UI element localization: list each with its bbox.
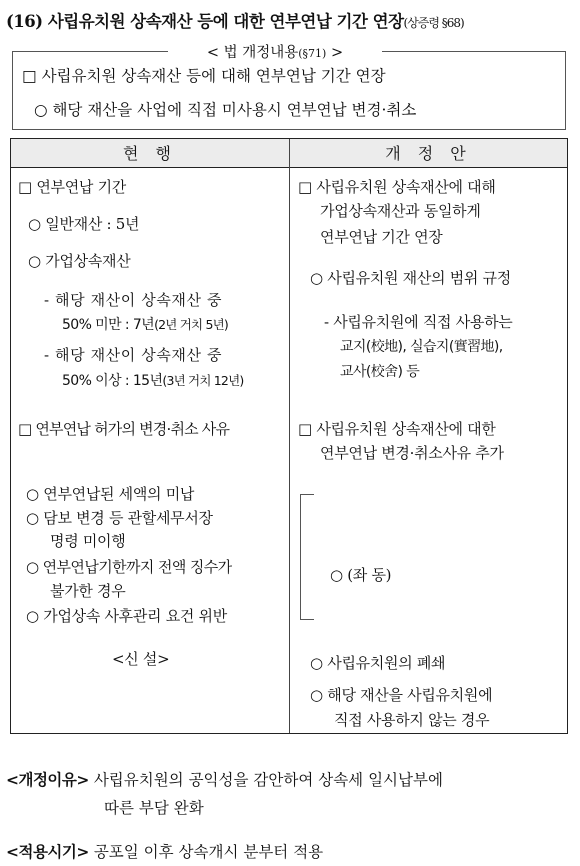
summary-heading: < 법 개정내용(§71) > — [206, 45, 344, 61]
current-reason-1: ○ 연부연납된 세액의 미납 — [26, 485, 195, 503]
revised-s2-line2: 연부연납 변경·취소사유 추가 — [320, 444, 504, 462]
current-s2-title: □ 연부연납 허가의 변경·취소 사유 — [18, 420, 230, 438]
revised-add-closure: ○ 사립유치원의 폐쇄 — [310, 654, 446, 672]
summary-row-2: ○ 해당 재산을 사업에 직접 미사용시 연부연납 변경·취소 — [34, 101, 417, 119]
current-case1-line1: - 해당 재산이 상속재산 중 — [44, 291, 223, 309]
bracket-mark — [300, 494, 314, 620]
current-family-asset: ○ 가업상속재산 — [28, 252, 131, 270]
current-general-asset: ○ 일반재산 : 5년 — [28, 215, 140, 233]
revised-s1-line2: 가업상속재산과 동일하게 — [320, 202, 481, 220]
header-current: 현 행 — [123, 144, 177, 163]
revised-scope-line1: - 사립유치원에 직접 사용하는 — [324, 313, 513, 331]
revised-add-unused-line2: 직접 사용하지 않는 경우 — [334, 711, 490, 729]
revised-scope-line2: 교지(校地), 실습지(實習地), — [340, 339, 503, 355]
revised-s1-line1: □ 사립유치원 상속재산에 대해 — [298, 178, 496, 196]
current-new-mark: <신 설> — [112, 650, 170, 668]
revised-s1-line3: 연부연납 기간 연장 — [320, 228, 443, 246]
reason-line1: <개정이유> 사립유치원의 공익성을 감안하여 상속세 일시납부에 — [6, 771, 443, 789]
revised-scope: ○ 사립유치원 재산의 범위 규정 — [310, 269, 511, 287]
revised-s2-line1: □ 사립유치원 상속재산에 대한 — [298, 420, 496, 438]
current-case2-line1: - 해당 재산이 상속재산 중 — [44, 346, 223, 364]
revised-same: ○ (좌 동) — [330, 566, 392, 584]
current-reason-4: ○ 가업상속 사후관리 요건 위반 — [26, 607, 227, 625]
summary-row-1: □ 사립유치원 상속재산 등에 대해 연부연납 기간 연장 — [22, 67, 386, 85]
current-reason-3-line1: ○ 연부연납기한까지 전액 징수가 — [26, 558, 232, 576]
section-title-ref: (상증령 §68) — [403, 16, 464, 30]
current-reason-2-line1: ○ 담보 변경 등 관할세무서장 — [26, 509, 213, 527]
section-title: (16) 사립유치원 상속재산 등에 대한 연부연납 기간 연장(상증령 §68) — [6, 12, 464, 31]
header-revised: 개 정 안 — [385, 144, 472, 163]
apply-line: <적용시기> 공포일 이후 상속개시 분부터 적용 — [6, 843, 324, 861]
apply-label: <적용시기> — [6, 843, 89, 861]
current-reason-2-line2: 명령 미이행 — [50, 532, 126, 550]
current-reason-3-line2: 불가한 경우 — [50, 582, 126, 600]
current-case1-line2: 50% 미만 : 7년(2년 거치 5년) — [62, 317, 228, 333]
reason-line2: 따른 부담 완화 — [104, 799, 204, 817]
column-divider — [289, 139, 290, 733]
current-case2-line2: 50% 이상 : 15년(3년 거치 12년) — [62, 373, 244, 389]
current-s1-title: □ 연부연납 기간 — [18, 178, 126, 196]
reason-label: <개정이유> — [6, 771, 89, 789]
revised-add-unused-line1: ○ 해당 재산을 사립유치원에 — [310, 686, 493, 704]
revised-scope-line3: 교사(校舍) 등 — [340, 364, 420, 380]
